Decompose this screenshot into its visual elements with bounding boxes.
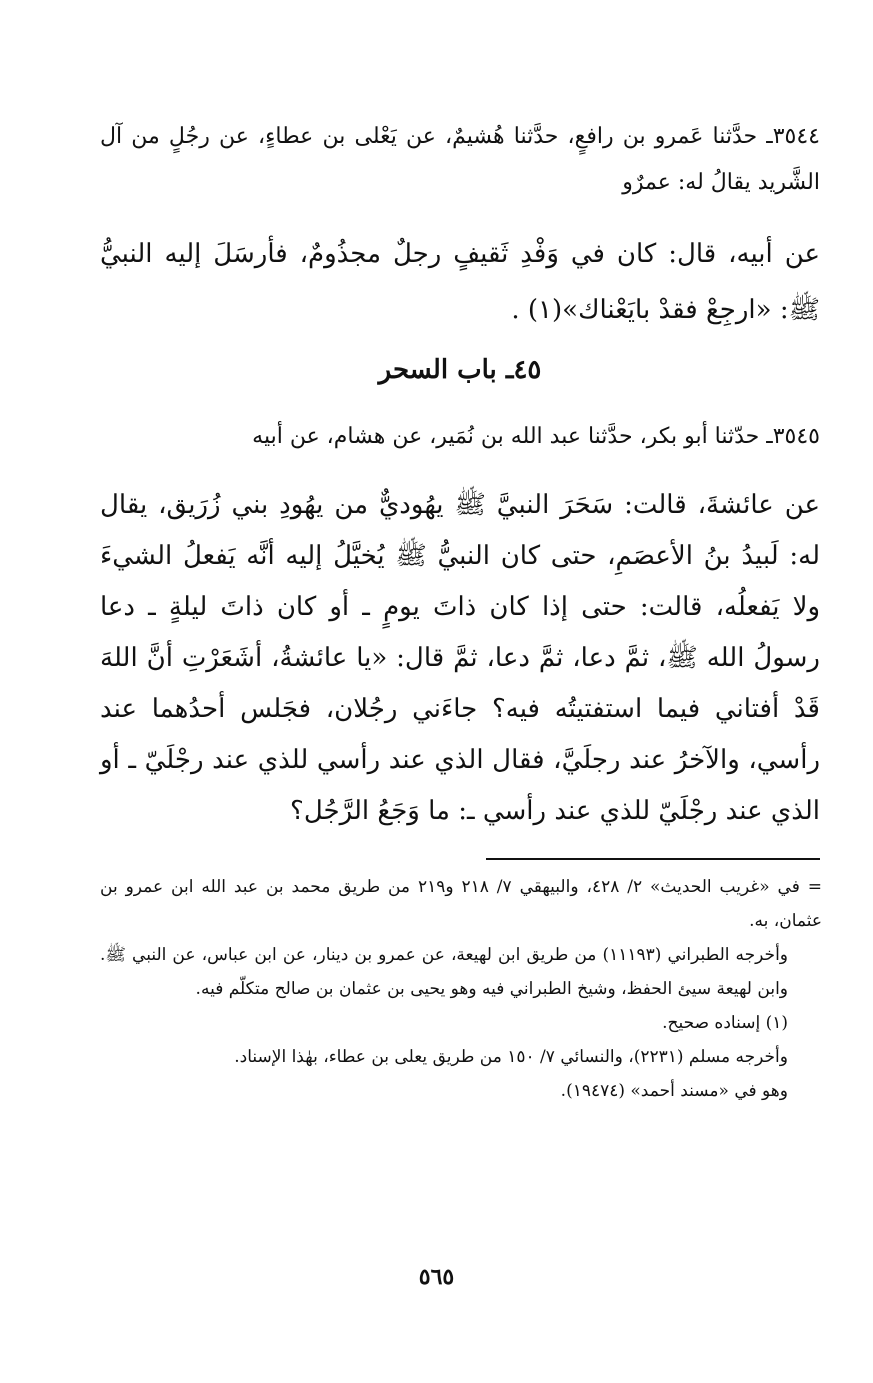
footnote-line: وهو في «مسند أحمد» (١٩٤٧٤). — [560, 1081, 788, 1101]
footnote-line: = في «غريب الحديث» ٢/ ٤٢٨، والبيهقي ٧/ ٢١٨ و٢١٩ من طريق محمد بن عبد الله ابن عمرو بن عثمان، به. — [100, 877, 822, 931]
footnote-line: وأخرجه الطبراني (١١١٩٣) من طريق ابن لهيعة، عن عمرو بن دينار، عن ابن عباس، عن النبي ﷺ. وابن لهيعة سيئ الحفظ، وشيخ الطبراني فيه وهو يحيى بن عثمان بن صالح متكلّم فيه. — [100, 945, 788, 999]
footnote-divider — [486, 858, 820, 860]
page-number: ٥٦٥ — [418, 1264, 455, 1290]
hadith-3544-text: عن أبيه، قال: كان في وَفْدِ ثَقيفٍ رجلٌ مجذُومٌ، فأرسَلَ إليه النبيُّ ﷺ: «ارجِعْ فقدْ بايَعْناك»(١) . — [100, 239, 820, 325]
footnote-line: وأخرجه مسلم (٢٢٣١)، والنسائي ٧/ ١٥٠ من طريق يعلى بن عطاء، بهٰذا الإسناد. — [234, 1047, 788, 1067]
hadith-3545-text: عن عائشةَ، قالت: سَحَرَ النبيَّ ﷺ يهُوديٌّ من يهُودِ بني زُرَيق، يقال له: لَبيدُ بنُ الأعصَمِ، حتى كان النبيُّ ﷺ يُخيَّلُ إليه أنَّه يَفعلُ الشيءَ ولا يَفعلُه، قالت: حتى إذا كان ذاتَ يومٍ ـ أو كان ذاتَ ليلةٍ ـ دعا رسولُ الله ﷺ، ثمَّ دعا، ثمَّ دعا، ثمَّ قال: «يا عائشةُ، أشَعَرْتِ أنَّ اللهَ قَدْ أفتاني فيما استفتيتُه فيه؟ جاءَني رجُلان، فجَلس أحدُهما عند رأسي، والآخرُ عند رجلَيَّ، فقال الذي عند رأسي للذي عند رجْلَيّ ـ أو الذي عند رجْلَيّ للذي عند رأسي ـ: ما وَجَعُ الرَّجُل؟ — [100, 490, 820, 826]
chapter-title: ٤٥ـ باب السحر — [378, 355, 542, 385]
hadith-3544-isnad: ٣٥٤٤ـ حدَّثنا عَمرو بن رافعٍ، حدَّثنا هُشيمٌ، عن يَعْلى بن عطاءٍ، عن رجُلٍ من آل الشَّريد يقالُ له: عمرٌو — [100, 124, 820, 195]
footnote-line: (١) إسناده صحيح. — [662, 1013, 788, 1033]
footnotes — [100, 870, 822, 1108]
hadith-3545-isnad: ٣٥٤٥ـ حدّثنا أبو بكر، حدَّثنا عبد الله بن نُمَير، عن هشام، عن أبيه — [252, 424, 820, 449]
